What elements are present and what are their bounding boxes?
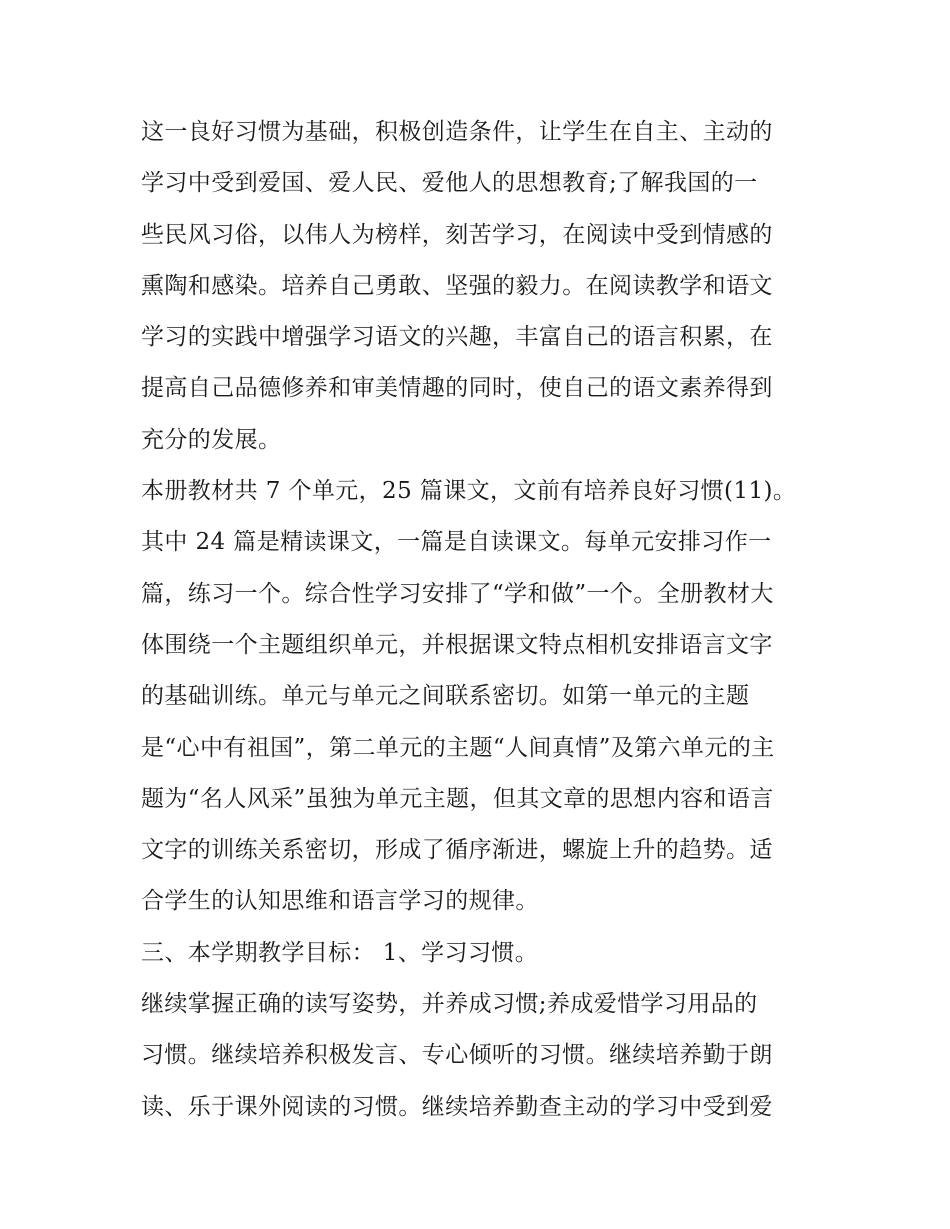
text-line: 合学生的认知思维和语言学习的规律。: [141, 888, 539, 915]
text-line: 读、乐于课外阅读的习惯。继续培养勤查主动的学习中受到爱: [141, 1093, 773, 1120]
text-line: 文字的训练关系密切，形成了循序渐进，螺旋上升的趋势。适: [141, 837, 773, 864]
text-line: 体围绕一个主题组织单元，并根据课文特点相机安排语言文字: [141, 631, 773, 658]
text-line: 提高自己品德修养和审美情趣的同时，使自己的语文素养得到: [141, 375, 773, 402]
text-line: 些民风习俗，以伟人为榜样，刻苦学习，在阅读中受到情感的: [141, 221, 773, 248]
text-line: 其中 24 篇是精读课文，一篇是自读课文。每单元安排习作一: [141, 529, 772, 556]
text-line: 充分的发展。: [141, 426, 282, 453]
text-line: 这一良好习惯为基础，积极创造条件，让学生在自主、主动的: [141, 119, 773, 145]
text-line: 习惯。继续培养积极发言、专心倾听的习惯。继续培养勤于朗: [141, 1042, 773, 1069]
section-heading: 三、本学期教学目标： 1、学习习惯。: [141, 939, 539, 966]
text-line: 是“心中有祖国”，第二单元的主题“人间真情”及第六单元的主: [141, 734, 775, 761]
document-body: [141, 107, 821, 1133]
text-line: 继续掌握正确的读写姿势，并养成习惯;养成爱惜学习用品的: [141, 991, 758, 1018]
text-line: 本册教材共 7 个单元，25 篇课文，文前有培养良好习惯(11)。: [141, 478, 797, 505]
text-line: 题为“名人风采”虽独为单元主题，但其文章的思想内容和语言: [141, 785, 774, 812]
text-line: 的基础训练。单元与单元之间联系密切。如第一单元的主题: [141, 683, 750, 710]
text-line: 学习的实践中增强学习语文的兴趣，丰富自己的语言积累，在: [141, 324, 773, 351]
text-line: 篇，练习一个。综合性学习安排了“学和做”一个。全册教材大: [141, 580, 774, 607]
text-line: 学习中受到爱国、爱人民、爱他人的思想教育;了解我国的一: [141, 170, 758, 197]
text-line: 熏陶和感染。培养自己勇敢、坚强的毅力。在阅读教学和语文: [141, 272, 773, 299]
